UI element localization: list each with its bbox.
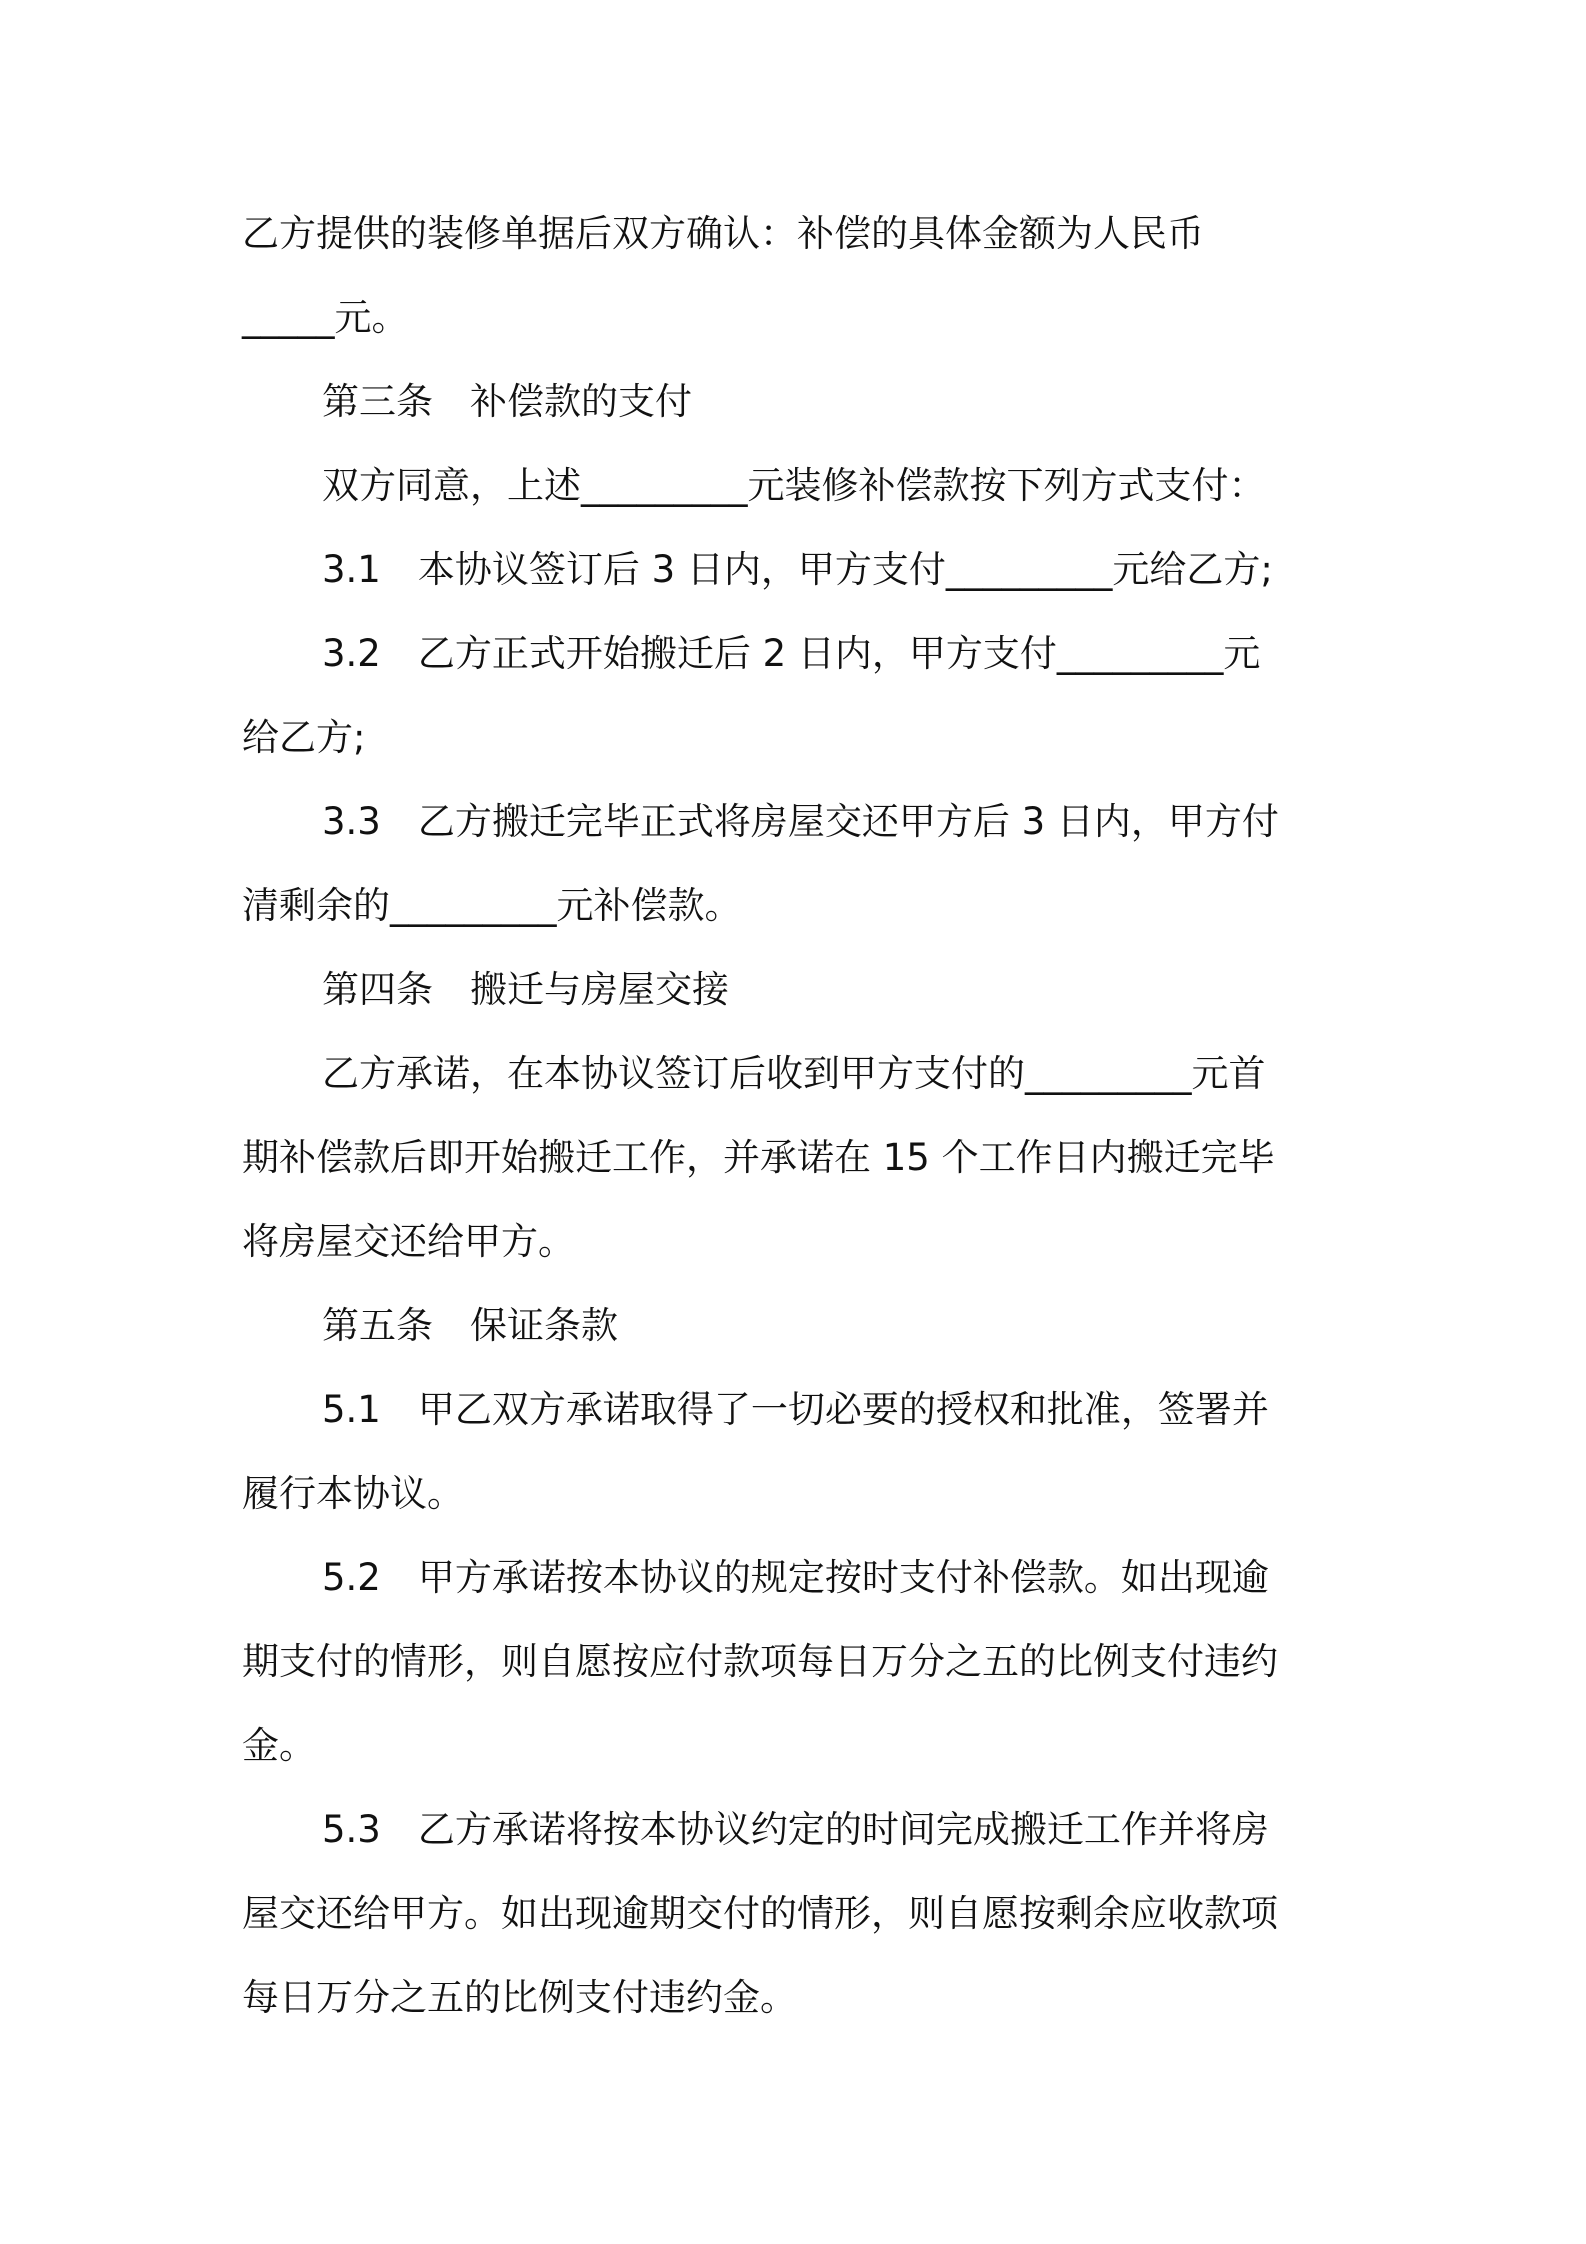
article-heading: 第四条 搬迁与房屋交接 [322,968,729,1011]
clause-line: 5.3 乙方承诺将按本协议约定的时间完成搬迁工作并将房 [322,1808,1269,1851]
text-line: 期支付的情形，则自愿按应付款项每日万分之五的比例支付违约 [242,1640,1278,1683]
text-line: 履行本协议。 [242,1472,464,1515]
text-line: 每日万分之五的比例支付违约金。 [242,1976,797,2019]
text-line: 期补偿款后即开始搬迁工作，并承诺在 15 个工作日内搬迁完毕 [242,1136,1275,1179]
article-heading: 第三条 补偿款的支付 [322,380,692,423]
article-heading: 第五条 保证条款 [322,1304,618,1347]
text-line: 清剩余的_________元补偿款。 [242,884,742,927]
text-line: 给乙方; [242,716,366,759]
text-line: 金。 [242,1724,316,1767]
clause-line: 3.1 本协议签订后 3 日内，甲方支付_________元给乙方; [322,548,1273,591]
text-line: _____元。 [242,296,409,339]
text-line: 屋交还给甲方。如出现逾期交付的情形，则自愿按剩余应收款项 [242,1892,1278,1935]
clause-line: 5.2 甲方承诺按本协议的规定按时支付补偿款。如出现逾 [322,1556,1269,1599]
clause-line: 3.2 乙方正式开始搬迁后 2 日内，甲方支付_________元 [322,632,1261,675]
text-line: 将房屋交还给甲方。 [242,1220,575,1263]
clause-line: 5.1 甲乙双方承诺取得了一切必要的授权和批准，签署并 [322,1388,1269,1431]
contract-text [242,192,1352,2040]
text-line: 乙方提供的装修单据后双方确认：补偿的具体金额为人民币 [242,212,1204,255]
text-line: 乙方承诺，在本协议签订后收到甲方支付的_________元首 [322,1052,1266,1095]
clause-line: 3.3 乙方搬迁完毕正式将房屋交还甲方后 3 日内，甲方付 [322,800,1279,843]
text-line: 双方同意，上述_________元装修补偿款按下列方式支付： [322,464,1266,507]
